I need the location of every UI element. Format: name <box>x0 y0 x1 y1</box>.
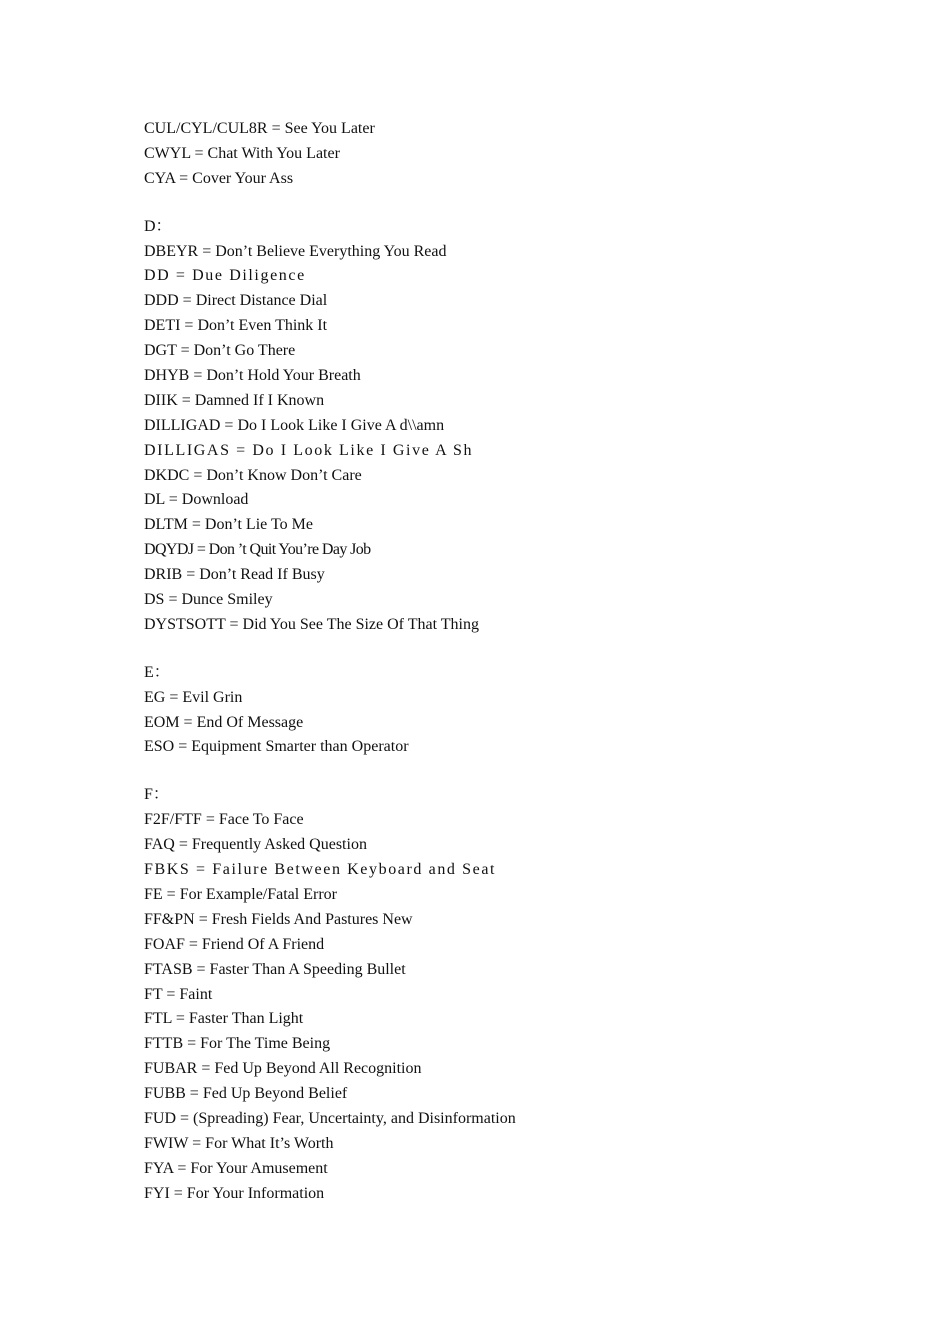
glossary-entry: FOAF = Friend Of A Friend <box>144 935 325 953</box>
glossary-entry: F2F/FTF = Face To Face <box>144 811 304 829</box>
section-heading: F： <box>144 786 169 804</box>
glossary-entry: FF&PN = Fresh Fields And Pastures New <box>144 910 413 928</box>
glossary-section-c <box>144 117 904 192</box>
glossary-body <box>144 117 904 1207</box>
glossary-entry: DS = Dunce Smiley <box>144 591 273 609</box>
section-gap <box>144 760 904 783</box>
section-heading: D： <box>144 217 172 235</box>
glossary-entry: EOM = End Of Message <box>144 713 304 731</box>
glossary-entry: FUBB = Fed Up Beyond Belief <box>144 1085 348 1103</box>
glossary-entry: DILLIGAS = Do I Look Like I Give A Sh <box>144 441 474 459</box>
glossary-entry: FBKS = Failure Between Keyboard and Seat <box>144 861 497 879</box>
glossary-entry: DETI = Don’t Even Think It <box>144 317 328 335</box>
section-gap <box>144 192 904 215</box>
glossary-entry: DKDC = Don’t Know Don’t Care <box>144 466 362 484</box>
glossary-entry: ESO = Equipment Smarter than Operator <box>144 738 409 756</box>
glossary-entry: DQYDJ = Don ’t Quit You’re Day Job <box>144 541 371 559</box>
glossary-section-e <box>144 661 904 761</box>
glossary-entry: FT = Faint <box>144 985 213 1003</box>
glossary-entry: FUBAR = Fed Up Beyond All Recognition <box>144 1060 422 1078</box>
glossary-entry: FTL = Faster Than Light <box>144 1010 304 1028</box>
glossary-entry: DL = Download <box>144 491 249 509</box>
glossary-entry: DHYB = Don’t Hold Your Breath <box>144 367 361 385</box>
glossary-entry: FYI = For Your Information <box>144 1184 325 1202</box>
glossary-entry: FE = For Example/Fatal Error <box>144 885 337 903</box>
glossary-entry: CYA = Cover Your Ass <box>144 169 294 187</box>
section-gap <box>144 638 904 661</box>
glossary-entry: DYSTSOTT = Did You See The Size Of That Thing <box>144 615 479 633</box>
glossary-entry: DBEYR = Don’t Believe Everything You Read <box>144 242 447 260</box>
glossary-entry: DD = Due Diligence <box>144 267 306 285</box>
glossary-section-d <box>144 215 904 638</box>
glossary-entry: FUD = (Spreading) Fear, Uncertainty, and Disinformation <box>144 1109 516 1127</box>
glossary-section-f <box>144 783 904 1206</box>
glossary-entry: FTASB = Faster Than A Speeding Bullet <box>144 960 406 978</box>
glossary-entry: FAQ = Frequently Asked Question <box>144 836 367 854</box>
glossary-entry: CUL/CYL/CUL8R = See You Later <box>144 120 375 137</box>
glossary-entry: EG = Evil Grin <box>144 688 243 706</box>
glossary-entry: FYA = For Your Amusement <box>144 1159 328 1177</box>
glossary-entry: DGT = Don’t Go There <box>144 342 296 360</box>
glossary-entry: DDD = Direct Distance Dial <box>144 292 328 310</box>
glossary-entry: FWIW = For What It’s Worth <box>144 1134 334 1152</box>
glossary-entry: DIIK = Damned If I Known <box>144 391 325 409</box>
glossary-entry: FTTB = For The Time Being <box>144 1035 331 1053</box>
glossary-entry: DLTM = Don’t Lie To Me <box>144 516 313 534</box>
glossary-entry: DRIB = Don’t Read If Busy <box>144 566 325 584</box>
glossary-entry: CWYL = Chat With You Later <box>144 144 340 162</box>
section-heading: E： <box>144 663 170 681</box>
glossary-entry: DILLIGAD = Do I Look Like I Give A d\\amn <box>144 416 445 434</box>
